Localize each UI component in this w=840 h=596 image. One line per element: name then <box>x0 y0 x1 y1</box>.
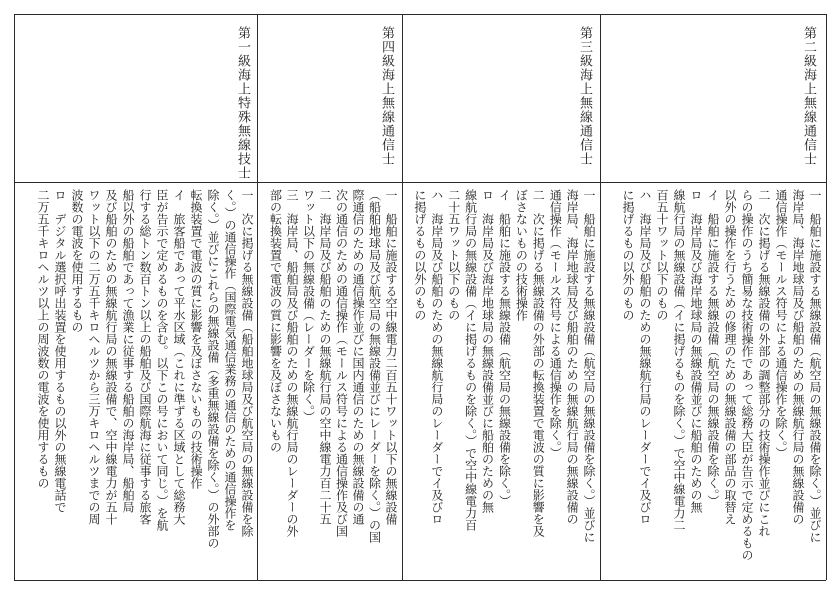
text-line: ロ デジタル選択呼出装置を使用するもの以外の無線電話で <box>53 189 67 513</box>
column-title-special1: 第一級海上特殊無線技士 <box>235 26 250 180</box>
text-line: 海岸局、海岸地球局及び船舶のための無線航行局の無線設備の <box>565 189 580 525</box>
text-line: 二 次に掲げる無線設備の外部の調整部分の技術操作並びにこれ <box>757 189 771 537</box>
text-line: 海岸局、海岸地球局及び船舶のための無線航行局の無線設備の <box>791 189 805 525</box>
text-line: 行する総トン数百トン以上の船舶及び国際航海に従事する旅客 <box>138 189 152 525</box>
text-line: 二 海岸局及び船舶のための無線航行局の空中線電力百二十五 <box>318 189 332 525</box>
text-line: （船舶地球局及び航空局の無線設備並びにレーダーを除く。）の国 <box>367 189 382 543</box>
text-line: 百五十ワット以下のもの <box>655 189 669 321</box>
text-line: 線航行局の無線設備（イに掲げるものを除く。）で空中線電力百 <box>463 189 478 531</box>
table-top-border <box>14 14 826 15</box>
text-line: に掲げるもの以外のもの <box>621 189 635 321</box>
column-divider <box>402 14 403 580</box>
text-line: イ 旅客船であって平水区域（これに準ずる区域として総務大 <box>172 189 186 525</box>
text-line: ロ 海岸局及び海岸地球局の無線設備並びに船舶のための無 <box>480 189 495 513</box>
text-line: 部の転換装置で電波の質に影響を及ぼさないもの <box>268 189 283 453</box>
text-line: らの操作のうち簡易な技術操作であって総務大臣が告示で定めるもの <box>740 189 754 561</box>
text-line: 臣が告示で定めるものを含む。以下この号において同じ。）を航 <box>155 189 169 531</box>
text-line: 一 次に掲げる無線設備（船舶地球局及び航空局の無線設備を除 <box>240 189 254 537</box>
document-table <box>14 14 826 580</box>
column-title-grade3: 第三級海上無線通信士 <box>577 26 592 166</box>
text-line: 次の通信のための通信操作（モールス符号による通信操作及び国 <box>334 189 349 537</box>
text-line: 船以外の船舶であって漁業に従事する船舶の海岸局、船舶局 <box>121 189 135 513</box>
text-line: 一 船舶に施設する空中線電力二百五十ワット以下の無線設備 <box>384 189 398 525</box>
text-line: 二万五千キロヘルツ以上の周波数の電波を使用するもの <box>36 189 50 489</box>
text-line: 波数の電波を使用するもの <box>70 189 84 333</box>
text-line: ハ 海岸局及び船舶のための無線航行局のレーダーでイ及びロ <box>429 189 444 525</box>
text-line: 一 船舶に施設する無線設備（航空局の無線設備を除く。）並びに <box>808 189 822 543</box>
text-line: 通信操作（モールス符号による通信操作を除く。） <box>774 189 788 459</box>
column-body-grade3 <box>406 189 596 574</box>
text-line: ワット以下の二万五千キロヘルツから三万キロヘルツまでの周 <box>87 189 101 525</box>
text-line: 際通信のための通信操作並びに国内通信のための無線設備の通 <box>351 189 365 525</box>
text-line: ロ 海岸局及び海岸地球局の無線設備並びに船舶のための無 <box>689 189 703 513</box>
text-line: イ 船舶に施設する無線設備（航空局の無線設備を除く。） <box>497 189 512 507</box>
text-line: 一 船舶に施設する無線設備（航空局の無線設備を除く。）並びに <box>582 189 596 543</box>
column-divider <box>826 14 827 580</box>
column-body-grade4 <box>262 189 398 574</box>
column-divider <box>257 14 258 580</box>
column-title-grade4: 第四級海上無線通信士 <box>379 26 394 166</box>
text-line: く。）の通信操作（国際電気通信業務の通信のための通信操作を <box>223 189 237 531</box>
text-line: 二 次に掲げる無線設備の外部の転換装置で電波の質に影響を及 <box>531 189 546 537</box>
text-line: 除く。）並びにこれらの無線設備（多重無線設備を除く。）の外部の <box>206 189 220 549</box>
text-line: 通信操作（モールス符号による通信操作を除く。） <box>548 189 563 459</box>
text-line: 転換装置で電波の質に影響を及ぼさないものの技術操作 <box>189 189 203 489</box>
text-line: 以外の操作を行うための修理のための無線設備の部品の取替え <box>723 189 737 525</box>
header-divider <box>14 182 826 183</box>
text-line: 三 海岸局、船舶局及び船舶のための無線航行局のレーダーの外 <box>285 189 299 537</box>
text-line: 二十五ワット以下のもの <box>446 189 461 321</box>
text-line: イ 船舶に施設する無線設備（航空局の無線設備を除く。） <box>706 189 720 507</box>
text-line: ワット以下の無線設備（レーダーを除く。） <box>301 189 316 423</box>
column-body-special1 <box>18 189 254 574</box>
column-body-grade2 <box>604 189 822 574</box>
column-title-grade2: 第二級海上無線通信士 <box>801 26 816 166</box>
column-divider <box>600 14 601 580</box>
text-line: ハ 海岸局及び船舶のための無線航行局のレーダーでイ及びロ <box>638 189 652 525</box>
text-line: ぼさないものの技術操作 <box>514 189 529 321</box>
text-line: に掲げるもの以外のもの <box>412 189 427 321</box>
table-bottom-border <box>14 580 826 581</box>
text-line: 及び船舶のための無線航行局の無線設備で、空中線電力が五十 <box>104 189 118 525</box>
text-line: 線航行局の無線設備（イに掲げるものを除く。）で空中線電力二 <box>672 189 686 531</box>
column-divider <box>14 14 15 580</box>
